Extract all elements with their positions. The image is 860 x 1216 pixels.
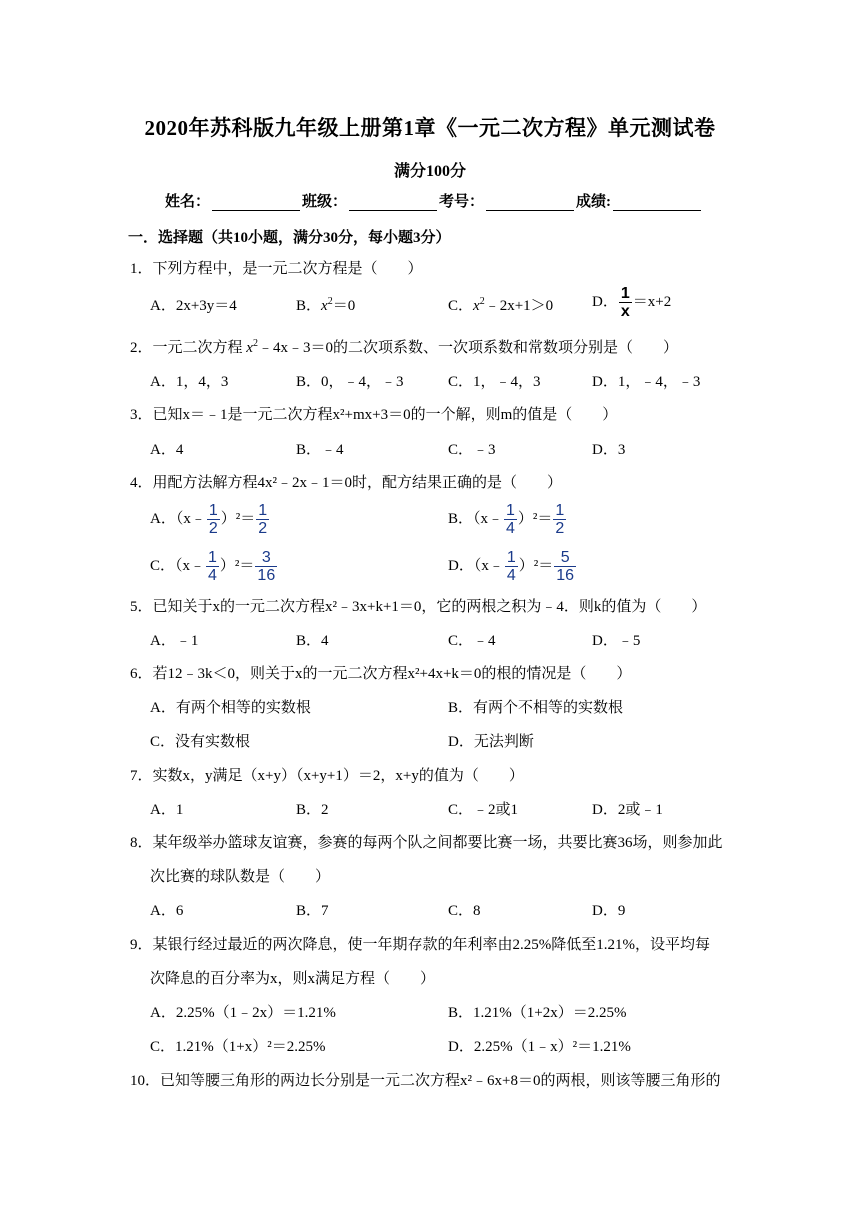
question-1-stem: 1．下列方程中，是一元二次方程是（ ） [130,261,423,277]
question-1-option-b: B．$x^2=0$ [296,296,356,314]
question-7-option-a: A．1 [150,802,184,818]
question-7-option-c: C．﹣2或1 [448,802,519,818]
question-3-option-d: D．3 [592,442,626,458]
question-8-stem-line-2: 次比赛的球队数是（ ） [150,869,331,885]
page-title: 2020年苏科版九年级上册第1章《一元二次方程》单元测试卷 [144,116,716,140]
question-8-stem-line-1: 8．某年级举办篮球友谊赛，参赛的每两个队之间都要比赛一场，共要比赛36场，则参加此 [130,835,723,851]
fraction: $\frac{1}{2}$ [555,502,565,537]
question-3-option-c: C．﹣3 [448,442,496,458]
question-3-option-b: B．﹣4 [296,442,344,458]
question-9-option-d: D．2.25%（1﹣x）²＝1.21% [448,1039,631,1055]
question-5-option-a: A．﹣1 [150,633,199,649]
question-5-stem: 5．已知关于x的一元二次方程x²﹣3x+k+1＝0，它的两根之积为﹣4．则k的值为（ ） [130,599,707,615]
question-5-option-b: B．4 [296,633,329,649]
fraction: $\frac{1}{4}$ [506,549,516,584]
question-1-option-d: D． $\frac{1}{x}$ ＝x+2 [592,285,672,320]
question-8-option-b: B．7 [296,903,329,919]
question-1-option-a: A．2x+3y＝4 [150,298,237,314]
score-blank[interactable] [613,194,701,211]
question-4-option-c: C．（x﹣ $\frac{1}{4}$ ）²＝ $\frac{3}{16}$ [150,549,276,584]
question-4-option-b: B．（x﹣ $\frac{1}{4}$ ）²＝ $\frac{1}{2}$ [448,502,565,537]
question-10-stem: 10．已知等腰三角形的两边长分别是一元二次方程x²﹣6x+8＝0的两根，则该等腰三角形的 [130,1073,721,1089]
fraction: $\frac{1}{x}$ [620,285,630,320]
question-6-option-c: C．没有实数根 [150,734,251,750]
question-7-stem: 7．实数x，y满足（x+y）（x+y+1）＝2，x+y的值为（ ） [130,768,524,784]
fraction: $\frac{1}{4}$ [506,502,515,537]
fraction: $\frac{5}{16}$ [556,549,575,584]
question-9-option-b: B．1.21%（1+2x）＝2.25% [448,1005,627,1021]
question-7-option-d: D．2或﹣1 [592,802,663,818]
question-4-option-a: A．（x﹣ $\frac{1}{2}$ ）²＝ $\frac{1}{2}$ [150,502,268,537]
question-2-option-d: D．1，﹣4，﹣3 [592,374,701,390]
class-blank[interactable] [349,194,437,211]
question-3-stem: 3．已知x＝﹣1是一元二次方程x²+mx+3＝0的一个解，则m的值是（ ） [130,407,618,423]
question-7-option-b: B．2 [296,802,329,818]
exam-no-blank[interactable] [486,194,574,211]
question-2-option-c: C．1，﹣4，3 [448,374,541,390]
page-subtitle: 满分100分 [393,163,466,180]
question-8-option-a: A．6 [150,903,184,919]
question-9-option-a: A．2.25%（1﹣2x）＝1.21% [150,1005,336,1021]
name-blank[interactable] [212,194,300,211]
question-2-stem: 2．一元二次方程 $x^2﹣4x﹣3=0$的二次项系数、一次项系数和常数项分别是（ ） [130,338,678,356]
question-3-option-a: A．4 [150,442,184,458]
question-6-option-b: B．有两个不相等的实数根 [448,700,624,716]
question-6-stem: 6．若12﹣3k＜0，则关于x的一元二次方程x²+4x+k＝0的根的情况是（ ） [130,666,632,682]
question-6-option-a: A．有两个相等的实数根 [150,700,311,716]
question-8-option-c: C．8 [448,903,481,919]
question-2-option-b: B．0，﹣4，﹣3 [296,374,404,390]
question-5-option-d: D．﹣5 [592,633,641,649]
fraction: $\frac{1}{2}$ [208,502,218,537]
section-heading: 一．选择题（共10小题，满分30分，每小题3分） [128,230,451,246]
question-4-option-d: D．（x﹣ $\frac{1}{4}$ ）²＝ $\frac{5}{16}$ [448,549,575,584]
question-4-stem: 4．用配方法解方程4x²﹣2x﹣1＝0时，配方结果正确的是（ ） [130,475,562,491]
score-label: 成绩: [576,194,612,210]
fraction: $\frac{1}{2}$ [258,502,268,537]
class-label: 班级： [302,194,348,210]
question-5-option-c: C．﹣4 [448,633,496,649]
student-info-row [165,190,703,211]
question-8-option-d: D．9 [592,903,626,919]
question-1-option-c: C．$x^2﹣2x+1>0$ [448,296,554,314]
fraction: $\frac{3}{16}$ [257,549,276,584]
question-9-stem-line-1: 9．某银行经过最近的两次降息，使一年期存款的年利率由2.25%降低至1.21%，设平均每 [130,937,710,953]
question-9-option-c: C．1.21%（1+x）²＝2.25% [150,1039,326,1055]
question-6-option-d: D．无法判断 [448,734,534,750]
fraction: $\frac{1}{4}$ [208,549,217,584]
question-2-option-a: A．1，4，3 [150,374,229,390]
name-label: 姓名： [165,194,211,210]
exam-no-label: 考号： [439,194,485,210]
question-9-stem-line-2: 次降息的百分率为x，则x满足方程（ ） [150,971,436,987]
